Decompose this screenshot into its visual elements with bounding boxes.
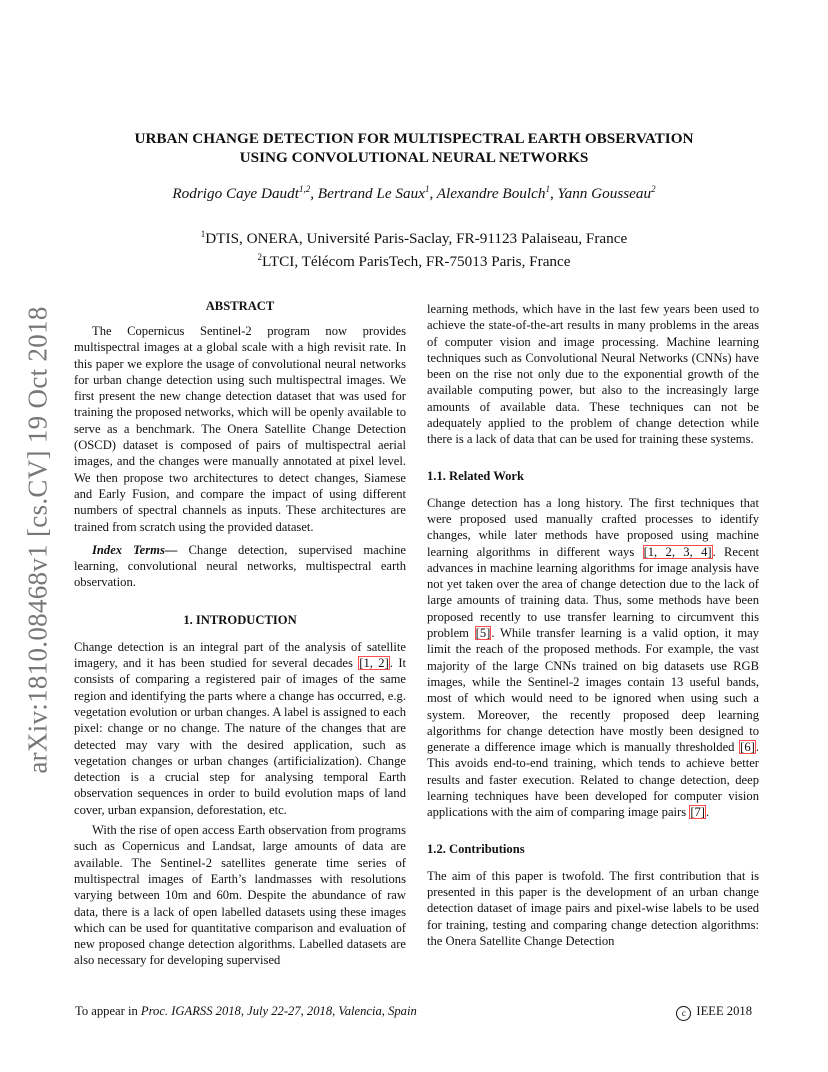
right-continued-paragraph: learning methods, which have in the last few years been used to achieve the state-of-the-art results in many problems in the areas of computer vision and image processing. Machine learning techniques such as Convolutional Neural Networks (CNNs) have been on the rise not only due to the exponential growth of the available computing power, but also to the increasingly large amounts of available data. These techniques can not be adequately applied to the problem of change detection while there is a lack of data that can be used for training these systems. bbox=[427, 302, 759, 447]
author-name: Alexandre Boulch bbox=[436, 185, 546, 203]
title-line-1: URBAN CHANGE DETECTION FOR MULTISPECTRAL EARTH OBSERVATION bbox=[134, 130, 694, 147]
index-terms-text: Change detection, supervised machine learning, convolutional neural networks, multispectral earth observation. bbox=[74, 542, 406, 590]
affiliation-line bbox=[80, 225, 748, 248]
footer-copyright bbox=[676, 1004, 752, 1021]
title-line-2: USING CONVOLUTIONAL NEURAL NETWORKS bbox=[239, 149, 589, 166]
index-terms bbox=[74, 542, 406, 591]
footer-venue bbox=[75, 1004, 417, 1019]
author-name: Rodrigo Caye Daudt bbox=[172, 185, 299, 203]
index-terms-label: Index Terms— bbox=[92, 542, 178, 557]
right-column bbox=[427, 301, 759, 949]
related-text: Change detection has a long history. The first techniques that were proposed used manually crafted processes to identify changes, while later methods have proposed using machine learning algorithms in different ways bbox=[427, 495, 759, 559]
author-affiliation-mark: 1 bbox=[424, 184, 430, 194]
affiliation-line bbox=[80, 248, 748, 271]
citation-link[interactable]: [7] bbox=[690, 805, 705, 820]
paper-title bbox=[90, 129, 738, 167]
author-separator: , bbox=[310, 185, 318, 203]
citation-link[interactable]: [1, 2, 3, 4] bbox=[643, 544, 712, 559]
related-text: . Recent advances in machine learning algorithms for image analysis have not yet taken over the area of change detection due to the lack of large amounts of training data. Thus, some methods have been proposed recently to use transfer learning to circumvent this problem bbox=[427, 544, 759, 641]
affiliation-mark: 2 bbox=[257, 252, 262, 263]
author-list bbox=[80, 184, 748, 203]
citation-link[interactable]: [6] bbox=[740, 740, 755, 755]
author-separator: , bbox=[549, 185, 558, 203]
related-text: . bbox=[706, 805, 710, 820]
affiliation-text: LTCI, Télécom ParisTech, FR-75013 Paris, France bbox=[261, 253, 571, 271]
abstract-text: The Copernicus Sentinel-2 program now provides multispectral images at a global scale with a high revisit rate. In this paper we explore the usage of convolutional neural networks for urban change detection using such multispectral images. We first present the new change detection dataset that was used for training the proposed networks, which will be openly available to serve as a benchmark. The Onera Satellite Change Detection (OSCD) dataset is composed of pairs of multispectral aerial images, and the changes were manually annotated at pixel level. We then propose two architectures to detect changes, Siamese and Early Fusion, and compare the impact of using different numbers of spectral channels as inputs. These architectures are trained from scratch using the provided dataset. bbox=[74, 324, 406, 534]
intro-paragraph-1 bbox=[74, 639, 406, 818]
related-text: . This avoids end-to-end training, which tends to achieve better results and faster execution. Related to change detection, deep learning techniques have been developed for computer vision applications with the aim of comparing image pairs bbox=[427, 740, 759, 820]
intro-text: Change detection is an integral part of the analysis of satellite imagery, and it has been studied for several decades bbox=[74, 639, 406, 671]
affiliation-mark: 1 bbox=[200, 229, 206, 239]
author-name: Bertrand Le Saux bbox=[317, 185, 425, 203]
author-affiliation-mark: 2 bbox=[651, 184, 656, 194]
related-work-heading: 1.1. Related Work bbox=[427, 468, 525, 483]
venue-text: Proc. IGARSS 2018, July 22-27, 2018, Valencia, Spain bbox=[140, 1004, 417, 1018]
abstract-heading: ABSTRACT bbox=[205, 299, 275, 313]
related-work-paragraph bbox=[427, 495, 759, 821]
citation-link[interactable]: [5] bbox=[475, 626, 491, 641]
author-name: Yann Gousseau bbox=[557, 185, 652, 203]
affiliation-text: DTIS, ONERA, Université Paris-Saclay, FR-91123 Palaiseau, France bbox=[205, 230, 628, 248]
affiliations bbox=[80, 225, 748, 271]
author-affiliation-mark: 1 bbox=[545, 184, 550, 194]
related-text: . While transfer learning is a valid option, it may limit the reach of the proposed methods. For example, the vast majority of the large CNNs trained on big datasets use RGB images, while the Sentinel-2 images contain 13 useful bands, most of which would need to be ignored when using such a system. Moreover, the recently proposed deep learning algorithms for change detection have mostly been designed to generate a difference image which is manually thresholded bbox=[427, 626, 760, 755]
author-affiliation-mark: 1,2 bbox=[298, 184, 311, 194]
introduction-heading: 1. INTRODUCTION bbox=[183, 612, 297, 627]
author-separator: , bbox=[429, 185, 437, 203]
intro-text: . It consists of comparing a registered pair of images of the same region and identifying the parts where a change has occurred, e.g. vegetation evolution or urban changes. A label is assigned to each pixel: change or no change. The nature of the changes that are detected may vary with the desired application, such as vegetation changes or urban changes (artificialization). Change detection is a crucial step for analysing temporal Earth observation sequences in order to build evolution maps of land cover, urban expansion, deforestation, etc. bbox=[74, 656, 407, 817]
arxiv-identifier: arXiv:1810.08468v1 [cs.CV] 19 Oct 2018 bbox=[22, 306, 53, 774]
copyright-text: IEEE 2018 bbox=[696, 1004, 752, 1018]
citation-link[interactable]: [1, 2] bbox=[359, 656, 389, 671]
footer-prefix: To appear in bbox=[75, 1004, 141, 1018]
left-column bbox=[74, 298, 406, 969]
contributions-paragraph: The aim of this paper is twofold. The first contribution that is presented in this paper is the development of an urban change detection dataset of image pairs and pixel-wise labels to be used for training, testing and comparing change detection algorithms: the Onera Satellite Change Detection bbox=[427, 868, 759, 948]
copyright-icon: c bbox=[676, 1006, 691, 1021]
contributions-heading: 1.2. Contributions bbox=[427, 841, 525, 856]
intro-paragraph-2: With the rise of open access Earth observation from programs such as Copernicus and Landsat, large amounts of data are available. The Sentinel-2 satellites generate time series of multispectral images of Earth’s landmasses with resolutions varying between 10m and 60m. Despite the abundance of raw data, there is a lack of open labelled datasets using these images which can be used for quantitative comparison and evaluation of new proposed change detection algorithms. Labelled datasets are also necessary for developing supervised bbox=[74, 823, 406, 968]
